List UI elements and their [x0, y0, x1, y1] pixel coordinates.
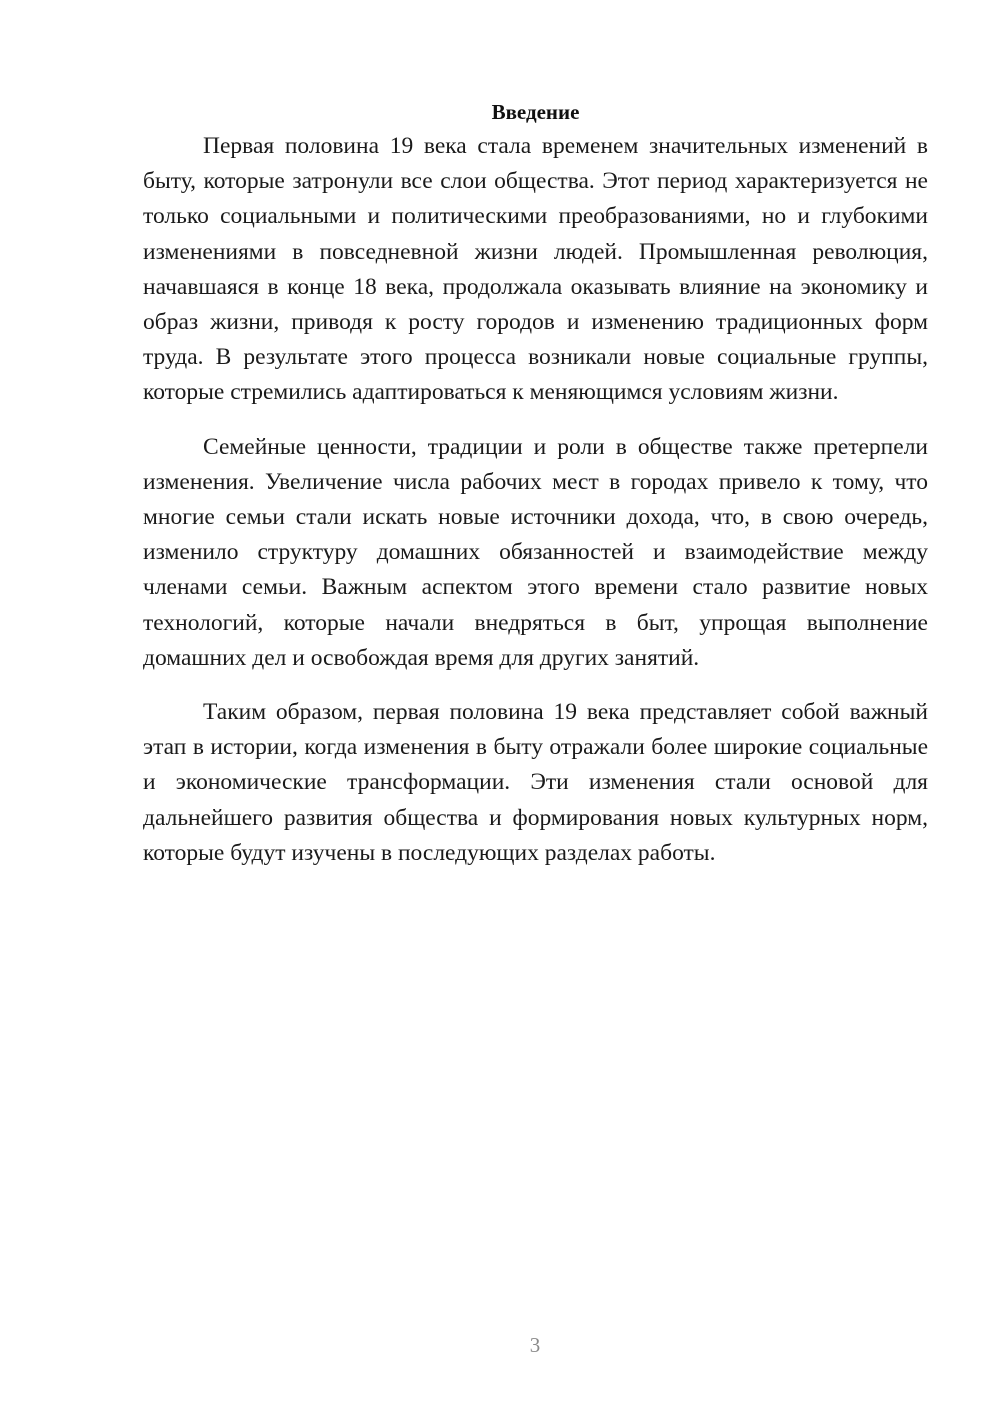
paragraph: Семейные ценности, традиции и роли в обществе также претерпели изменения. Увеличение числа рабочих мест в городах привело к тому, что многие семьи стали искать новые источники дохода, что, в свою очередь, изменило структуру домашних обязанностей и взаимодействие между членами семьи. Важным аспектом этого времени стало развитие новых технологий, которые начали внедряться в быт, упрощая выполнение домашних дел и освобождая время для других занятий.	[143, 433, 928, 671]
paragraph: Таким образом, первая половина 19 века представляет собой важный этап в истории, когда изменения в быту отражали более широкие социальные и экономические трансформации. Эти изменения стали основой для дальнейшего развития общества и формирования новых культурных норм, которые будут изучены в последующих разделах работы.	[143, 699, 928, 866]
page-body	[143, 96, 928, 890]
page-number: 3	[529, 1333, 541, 1357]
section-heading: Введение	[491, 100, 580, 124]
paragraph: Первая половина 19 века стала временем значительных изменений в быту, которые затронули все слои общества. Этот период характеризуется не только социальными и политическими преобразованиями, но и глубокими изменениями в повседневной жизни людей. Промышленная революция, начавшаяся в конце 18 века, продолжала оказывать влияние на экономику и образ жизни, приводя к росту городов и изменению традиционных форм труда. В результате этого процесса возникали новые социальные группы, которые стремились адаптироваться к меняющимся условиям жизни.	[143, 133, 928, 406]
